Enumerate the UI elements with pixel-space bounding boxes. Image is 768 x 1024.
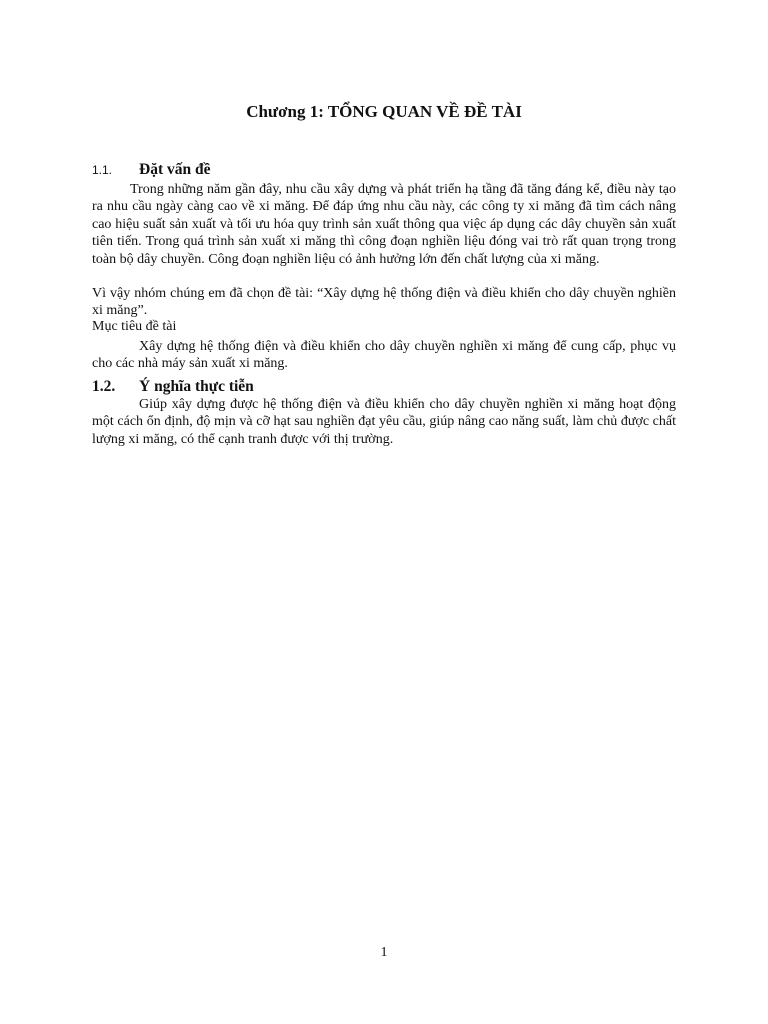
paragraph-significance: Giúp xây dựng được hệ thống điện và điều khiển cho dây chuyền nghiền xi măng hoạt động một cách ổn định, độ mịn và cỡ hạt sau nghiền đạt yêu cầu, giúp nâng cao năng suất, làm chủ được chất lượng xi măng, có thể cạnh tranh được với thị trường. — [92, 397, 676, 447]
page-number: 1 — [380, 945, 388, 960]
section-number: 1.2. — [92, 378, 116, 395]
section-number: 1.1. — [92, 163, 113, 177]
paragraph-objective: Xây dựng hệ thống điện và điều khiển cho dây chuyền nghiền xi măng để cung cấp, phục vụ cho các nhà máy sản xuất xi măng. — [92, 339, 676, 372]
paragraph-intro: Trong những năm gần đây, nhu cầu xây dựng và phát triển hạ tầng đã tăng đáng kể, điều này tạo ra nhu cầu ngày càng cao về xi măng. Để đáp ứng nhu cầu này, các công ty xi măng đã tìm cách nâng cao hiệu suất sản xuất và tối ưu hóa quy trình sản xuất thông qua việc áp dụng các dây chuyền sản xuất tiên tiến. Trong quá trình sản xuất xi măng thì công đoạn nghiền liệu đóng vai trò rất quan trọng trong toàn bộ dây chuyền. Công đoạn nghiền liệu có ảnh hưởng lớn đến chất lượng của xi măng. — [92, 182, 676, 267]
section-title: Đặt vấn đề — [139, 161, 211, 178]
section-title: Ý nghĩa thực tiễn — [139, 378, 254, 395]
section-heading-1-2 — [92, 377, 254, 397]
paragraph-objective-label: Mục tiêu đề tài — [92, 319, 177, 334]
paragraph-topic-choice: Vì vậy nhóm chúng em đã chọn đề tài: “Xây dựng hệ thống điện và điều khiển cho dây chuyền nghiền xi măng”. — [92, 286, 676, 319]
section-heading-1-1 — [92, 160, 210, 180]
chapter-title: Chương 1: TỔNG QUAN VỀ ĐỀ TÀI — [246, 102, 522, 121]
